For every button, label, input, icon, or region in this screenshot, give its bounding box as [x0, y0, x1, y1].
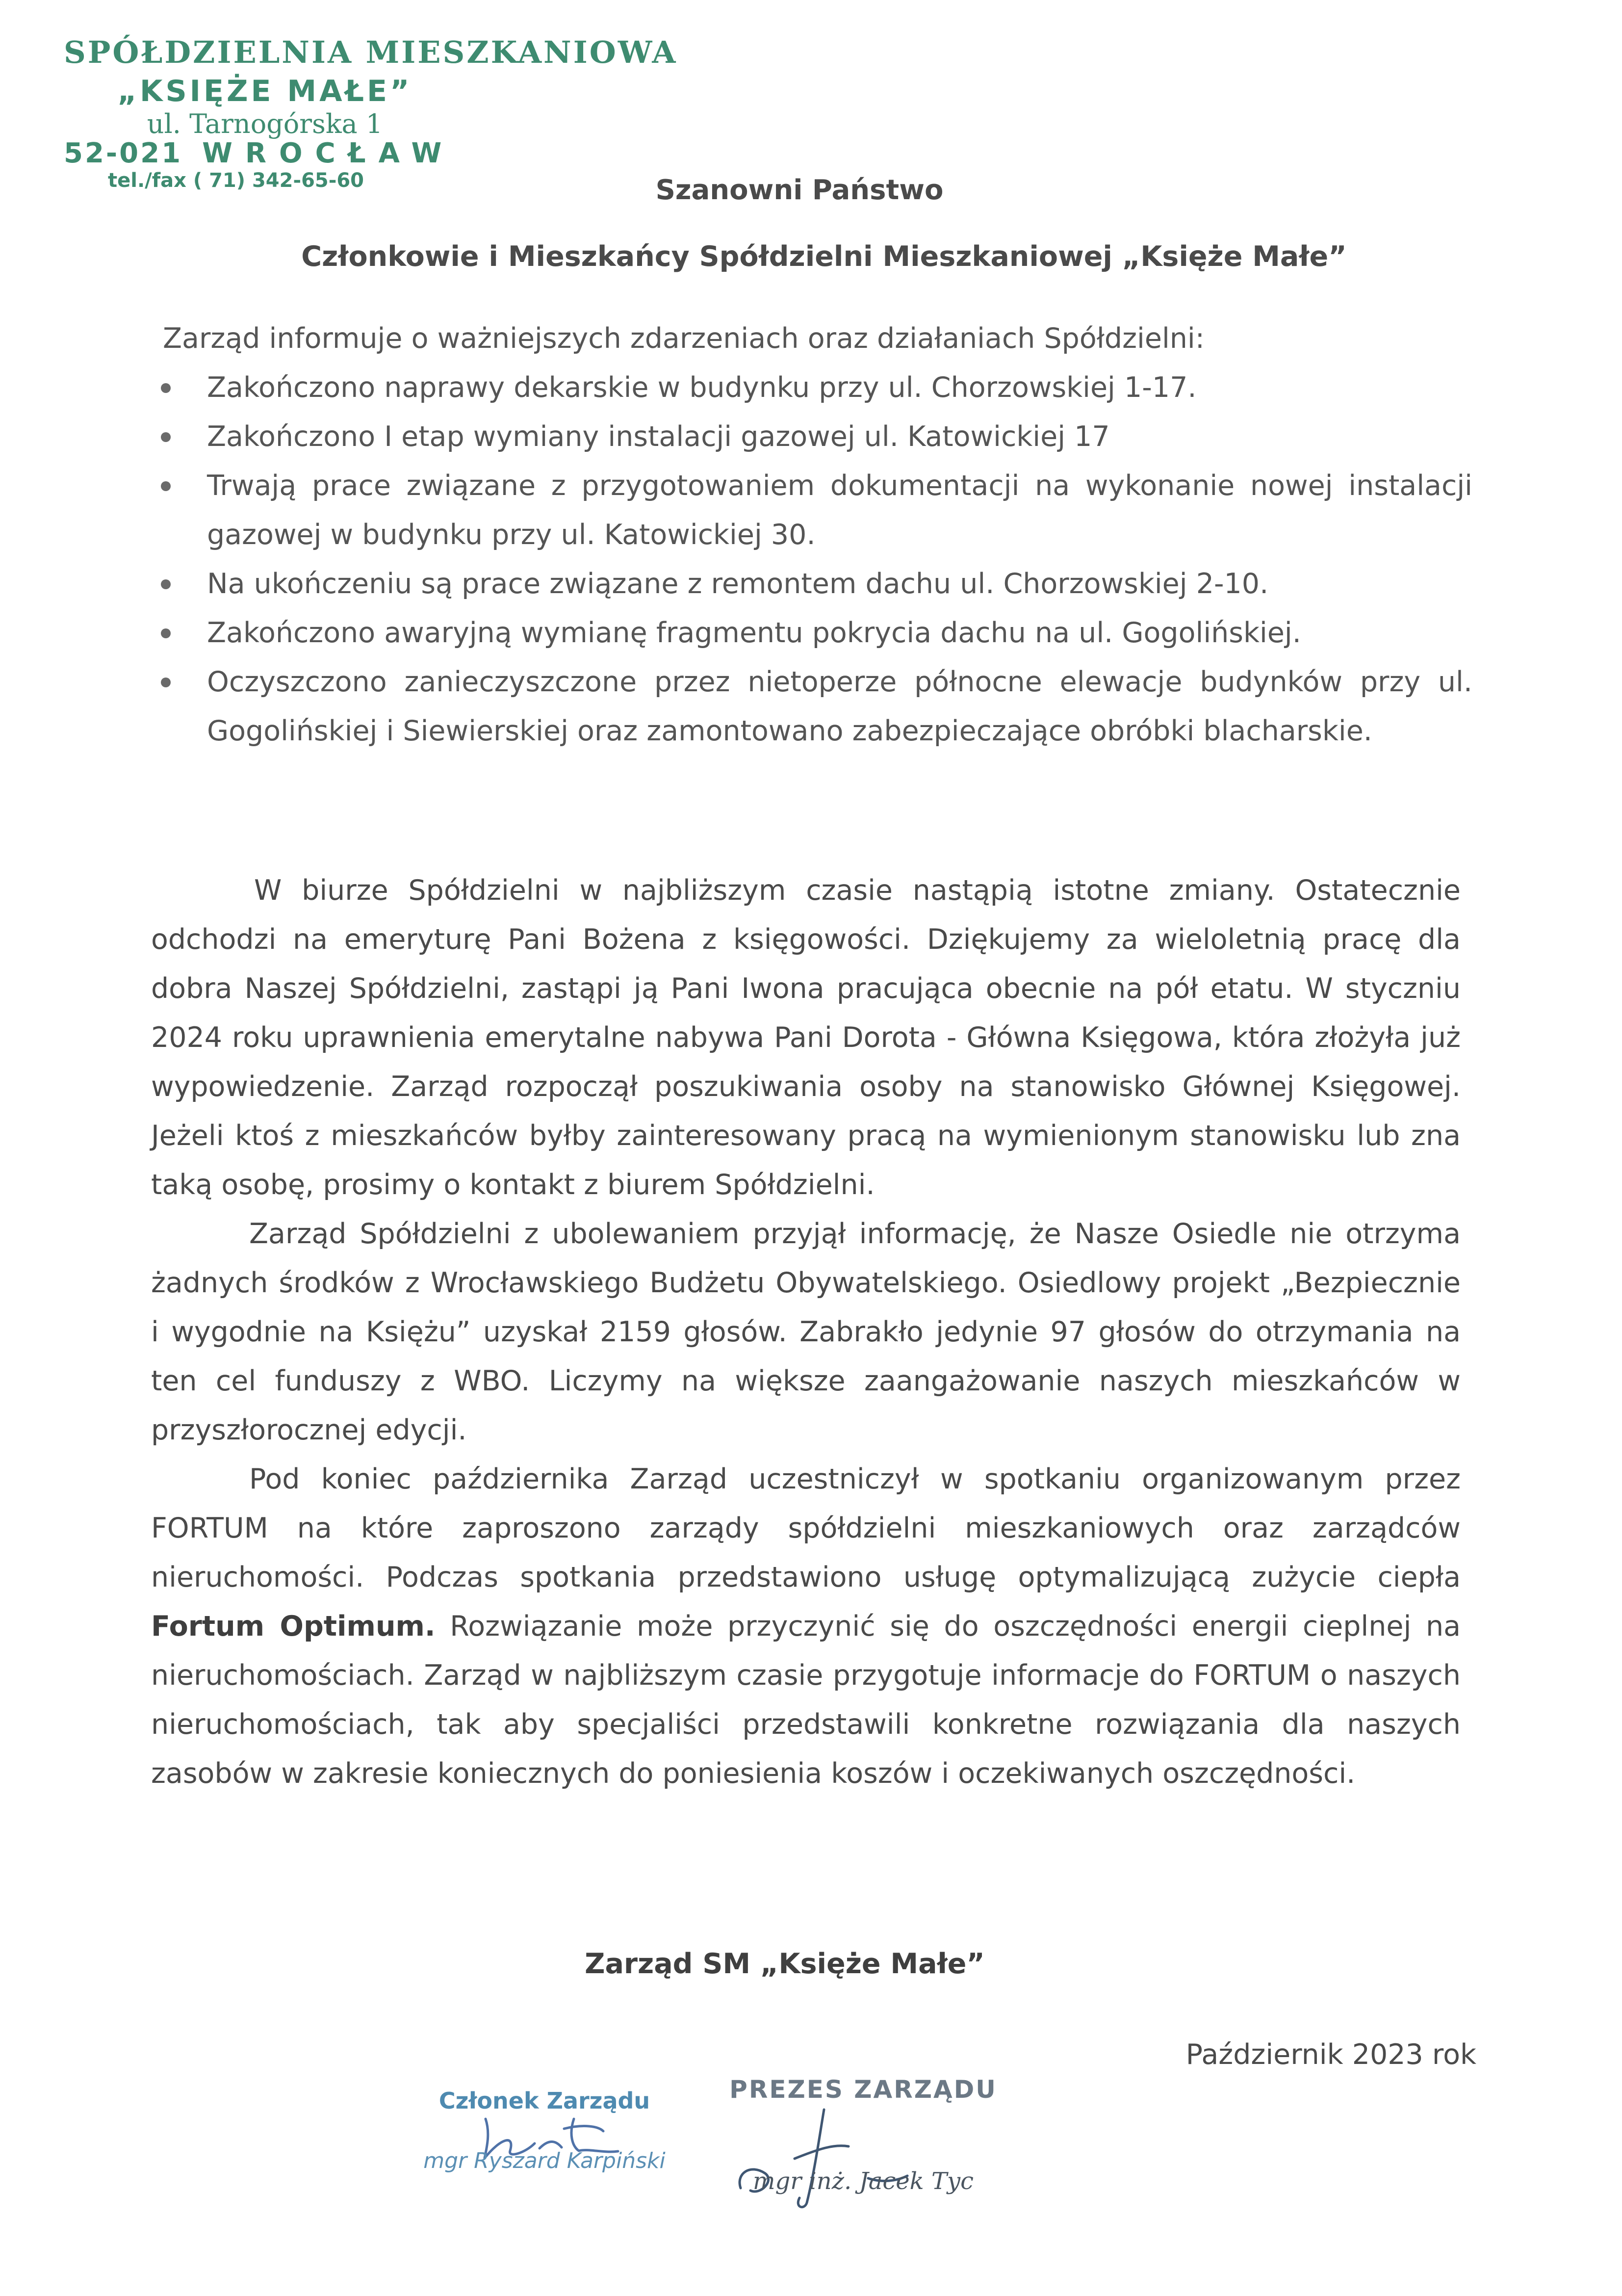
handwritten-signature-icon: [721, 2090, 996, 2218]
paragraph-civic-budget: Zarząd Spółdzielni z ubolewaniem przyjął informację, że Nasze Osiedle nie otrzyma żadnych środków z Wrocławskiego Budżetu Obywatelskiego. Osiedlowy projekt „Bezpiecznie i wygodnie na Księżu” uzyskał 2159 głosów. Zabrakło jedynie 97 głosów do otrzymania na ten cel funduszy z WBO. Liczymy na większe zaangażowanie naszych mieszkańców w przyszłorocznej edycji.: [151, 1218, 1461, 1446]
fortum-optimum-highlight: Fortum Optimum.: [151, 1610, 436, 1643]
bullet-text: Zakończono awaryjną wymianę fragmentu pokrycia dachu na ul. Gogolińskiej.: [207, 617, 1301, 649]
bullet-text: Trwają prace związane z przygotowaniem dokumentacji na wykonanie nowej instalacji gazowej w budynku przy ul. Katowickiej 30.: [207, 470, 1472, 551]
stamp-line-phone: tel./fax ( 71) 342-65-60: [108, 169, 364, 192]
bullet-text: Zakończono naprawy dekarskie w budynku przy ul. Chorzowskiej 1-17.: [207, 371, 1197, 404]
bullet-item: [158, 608, 1472, 657]
company-stamp: [64, 34, 678, 192]
bullet-item: [158, 559, 1472, 608]
stamp-line-estate: „KSIĘŻE MAŁE”: [117, 74, 412, 108]
bullet-icon: [161, 432, 171, 442]
stamp-postal-code: 52-021: [64, 137, 183, 169]
greeting-heading: Szanowni Państwo: [655, 174, 944, 206]
board-member-name: mgr Ryszard Karpiński: [423, 2148, 666, 2173]
stamp-line-name: SPÓŁDZIELNIA MIESZKANIOWA: [64, 34, 678, 70]
bullet-icon: [161, 481, 171, 491]
letter-date: Październik 2023 rok: [1185, 2038, 1476, 2071]
paragraph-fortum: [151, 1455, 1461, 1798]
bullet-icon: [161, 383, 171, 393]
president-signature-block: [701, 2075, 1025, 2195]
paragraph-office-changes: W biurze Spółdzielni w najbliższym czasie nastąpią istotne zmiany. Ostatecznie odchodzi na emeryturę Pani Bożena z księgowości. Dziękujemy za wieloletnią pracę dla dobra Naszej Spółdzielni, zastąpi ją Pani Iwona pracująca obecnie na pół etatu. W styczniu 2024 roku uprawnienia emerytalne nabywa Pani Dorota - Główna Księgowa, która złożyła już wypowiedzenie. Zarząd rozpoczął poszukiwania osoby na stanowisko Głównej Księgowej. Jeżeli ktoś z mieszkańców byłby zainteresowany pracą na wymienionym stanowisku lub zna taką osobę, prosimy o kontakt z biurem Spółdzielni.: [151, 874, 1461, 1201]
bullet-icon: [161, 579, 171, 589]
bullet-item: [158, 657, 1472, 756]
bullet-icon: [161, 678, 171, 687]
letter-body: [151, 866, 1461, 1798]
intro-text: Zarząd informuje o ważniejszych zdarzeniach oraz działaniach Spółdzielni:: [163, 322, 1205, 355]
paragraph-fortum-text-start: Pod koniec października Zarząd uczestniczył w spotkaniu organizowanym przez FORTUM na które zaproszono zarządy spółdzielni mieszkaniowych oraz zarządców nieruchomości. Podczas spotkania przedstawiono usługę optymalizującą zużycie ciepła: [151, 1463, 1461, 1593]
bullet-text: Oczyszczono zanieczyszczone przez nietoperze północne elewacje budynków przy ul. Gogolińskiej i Siewierskiej oraz zamontowano zabezpieczające obróbki blacharskie.: [207, 666, 1472, 747]
bullet-text: Zakończono I etap wymiany instalacji gazowej ul. Katowickiej 17: [207, 420, 1110, 453]
board-member-signature-block: [392, 2087, 696, 2173]
news-bullet-list: [158, 363, 1472, 756]
president-name: mgr inż. Jacek Tyc: [752, 2167, 974, 2195]
board-member-role: Członek Zarządu: [438, 2087, 650, 2114]
bullet-icon: [161, 628, 171, 638]
bullet-text: Na ukończeniu są prace związane z remontem dachu ul. Chorzowskiej 2-10.: [207, 568, 1269, 600]
president-role: PREZES ZARZĄDU: [729, 2075, 997, 2104]
addressees-heading: Członkowie i Mieszkańcy Spółdzielni Mieszkaniowej „Księże Małe”: [301, 240, 1347, 273]
board-signoff: Zarząd SM „Księże Małe”: [585, 1948, 985, 1980]
stamp-city: WROCŁAW: [202, 137, 455, 169]
stamp-line-street: ul. Tarnogórska 1: [147, 108, 383, 139]
stamp-line-city: [64, 137, 466, 169]
paragraph-fortum-text-end: Rozwiązanie może przyczynić się do oszczędności energii cieplnej na nieruchomościach. Zarząd w najbliższym czasie przygotuje informacje do FORTUM o naszych nieruchomościach, tak aby specjaliści przedstawili konkretne rozwiązania dla naszych zasobów w zakresie koniecznych do poniesienia koszów i oczekiwanych oszczędności.: [151, 1610, 1461, 1790]
bullet-item: [158, 461, 1472, 559]
bullet-item: [158, 363, 1472, 412]
bullet-item: [158, 412, 1472, 461]
